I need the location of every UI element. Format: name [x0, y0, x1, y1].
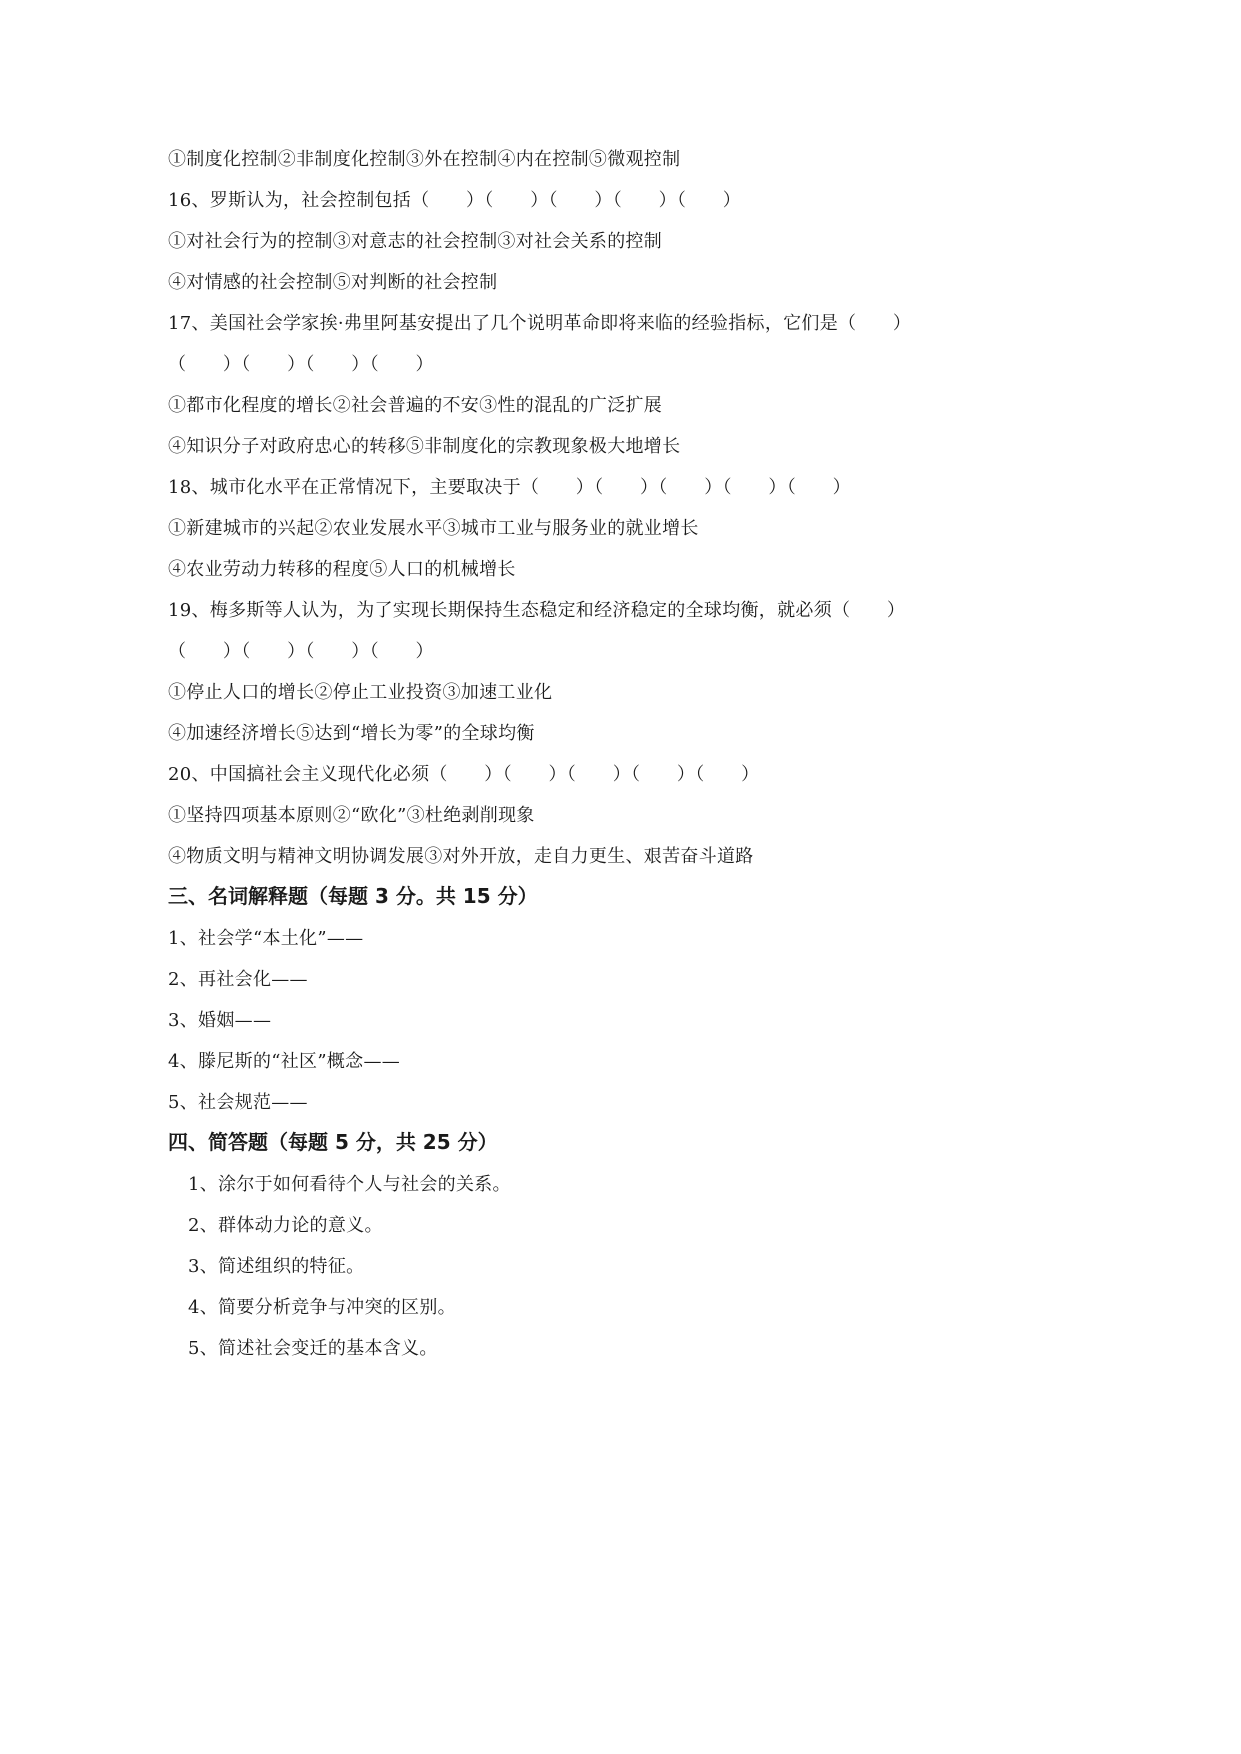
- short-answer-item: 1、涂尔于如何看待个人与社会的关系。: [188, 1174, 511, 1195]
- text-line: （ ）（ ）（ ）（ ）: [168, 354, 434, 375]
- text-line: ①对社会行为的控制③对意志的社会控制③对社会关系的控制: [168, 231, 663, 252]
- text-line: ①新建城市的兴起②农业发展水平③城市工业与服务业的就业增长: [168, 518, 699, 539]
- short-answer-item: 2、群体动力论的意义。: [188, 1215, 383, 1236]
- short-answer-item: 3、简述组织的特征。: [188, 1256, 365, 1277]
- text-line: ④知识分子对政府忠心的转移⑤非制度化的宗教现象极大地增长: [168, 436, 681, 457]
- term-item: 5、社会规范——: [168, 1092, 308, 1113]
- short-answer-item: 5、简述社会变迁的基本含义。: [188, 1338, 438, 1359]
- text-line: ④对情感的社会控制⑤对判断的社会控制: [168, 272, 498, 293]
- text-line: ④加速经济增长⑤达到“增长为零”的全球均衡: [168, 723, 535, 744]
- term-item: 2、再社会化——: [168, 969, 308, 990]
- text-line: ④农业劳动力转移的程度⑤人口的机械增长: [168, 559, 516, 580]
- section-4-heading: 四、简答题（每题 5 分，共 25 分）: [168, 1130, 498, 1154]
- question-17: 17、美国社会学家挨·弗里阿基安提出了几个说明革命即将来临的经验指标，它们是（ ）: [168, 313, 912, 334]
- text-line: ①坚持四项基本原则②“欧化”③杜绝剥削现象: [168, 805, 535, 826]
- question-20: 20、中国搞社会主义现代化必须（ ）（ ）（ ）（ ）（ ）: [168, 764, 760, 785]
- text-line: ①停止人口的增长②停止工业投资③加速工业化: [168, 682, 553, 703]
- term-item: 1、社会学“本土化”——: [168, 928, 364, 949]
- text-line: ①制度化控制②非制度化控制③外在控制④内在控制⑤微观控制: [168, 149, 681, 170]
- section-3-heading: 三、名词解释题（每题 3 分。共 15 分）: [168, 884, 538, 908]
- text-line: ①都市化程度的增长②社会普遍的不安③性的混乱的广泛扩展: [168, 395, 663, 416]
- text-line: （ ）（ ）（ ）（ ）: [168, 641, 434, 662]
- question-18: 18、城市化水平在正常情况下，主要取决于（ ）（ ）（ ）（ ）（ ）: [168, 477, 851, 498]
- text-line: ④物质文明与精神文明协调发展③对外开放，走自力更生、艰苦奋斗道路: [168, 846, 754, 867]
- question-16: 16、罗斯认为，社会控制包括（ ）（ ）（ ）（ ）（ ）: [168, 190, 742, 211]
- short-answer-item: 4、简要分析竞争与冲突的区别。: [188, 1297, 456, 1318]
- term-item: 4、滕尼斯的“社区”概念——: [168, 1051, 401, 1072]
- question-19: 19、梅多斯等人认为，为了实现长期保持生态稳定和经济稳定的全球均衡，就必须（ ）: [168, 600, 906, 621]
- term-item: 3、婚姻——: [168, 1010, 272, 1031]
